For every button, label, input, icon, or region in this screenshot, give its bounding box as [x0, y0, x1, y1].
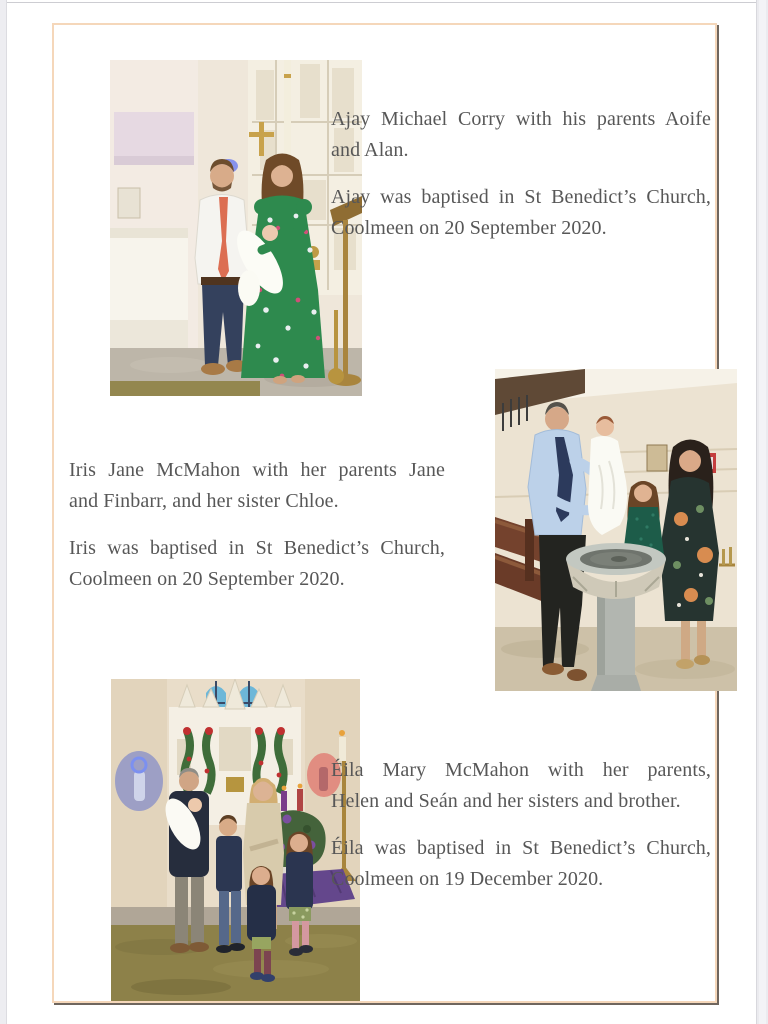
tabernacle — [226, 777, 244, 792]
viewer-scrollbar-thumb[interactable] — [759, 0, 766, 1024]
caption-eila — [331, 755, 711, 895]
viewer-scrollbar-track[interactable] — [756, 0, 768, 1024]
caption-line: Helen and Seán and her sisters and brother. — [331, 790, 681, 812]
baby-eila — [188, 798, 202, 812]
viewer-gutter-left — [0, 0, 7, 1024]
caption-line: Iris Jane McMahon with her parents Jane — [69, 459, 445, 481]
baby-ajay — [262, 225, 278, 241]
caption-line: Coolmeen on 20 September 2020. — [331, 217, 607, 239]
church-scene-ajay — [110, 60, 362, 396]
caption-eila-baptism — [331, 833, 711, 895]
caption-line: Éila was baptised in St Benedict’s Church, — [331, 837, 711, 859]
blue-statue-glow — [115, 751, 163, 811]
caption-line: Éila Mary McMahon with her parents, — [331, 759, 711, 781]
caption-iris-names — [69, 455, 445, 517]
church-scene-iris — [495, 369, 737, 691]
caption-line: Iris was baptised in St Benedict’s Church, — [69, 537, 445, 559]
caption-line: Coolmeen on 19 December 2020. — [331, 868, 604, 890]
baptism-photo-eila — [111, 679, 360, 1001]
caption-line: Ajay Michael Corry with his parents Aoife — [331, 108, 711, 130]
caption-line: and Finbarr, and her sister Chloe. — [69, 490, 339, 512]
caption-line: and Alan. — [331, 139, 409, 161]
caption-ajay-names — [331, 104, 711, 166]
caption-iris-baptism — [69, 533, 445, 595]
wall-picture — [647, 445, 667, 471]
baptism-photo-ajay — [110, 60, 362, 396]
caption-line: Coolmeen on 20 September 2020. — [69, 568, 345, 590]
church-scene-eila — [111, 679, 360, 1001]
baptism-photo-iris — [495, 369, 737, 691]
caption-iris — [69, 455, 445, 595]
caption-ajay-baptism — [331, 182, 711, 244]
caption-line: Ajay was baptised in St Benedict’s Church, — [331, 186, 711, 208]
caption-eila-names — [331, 755, 711, 817]
caption-ajay — [331, 104, 711, 244]
page-top-edge — [0, 2, 768, 3]
